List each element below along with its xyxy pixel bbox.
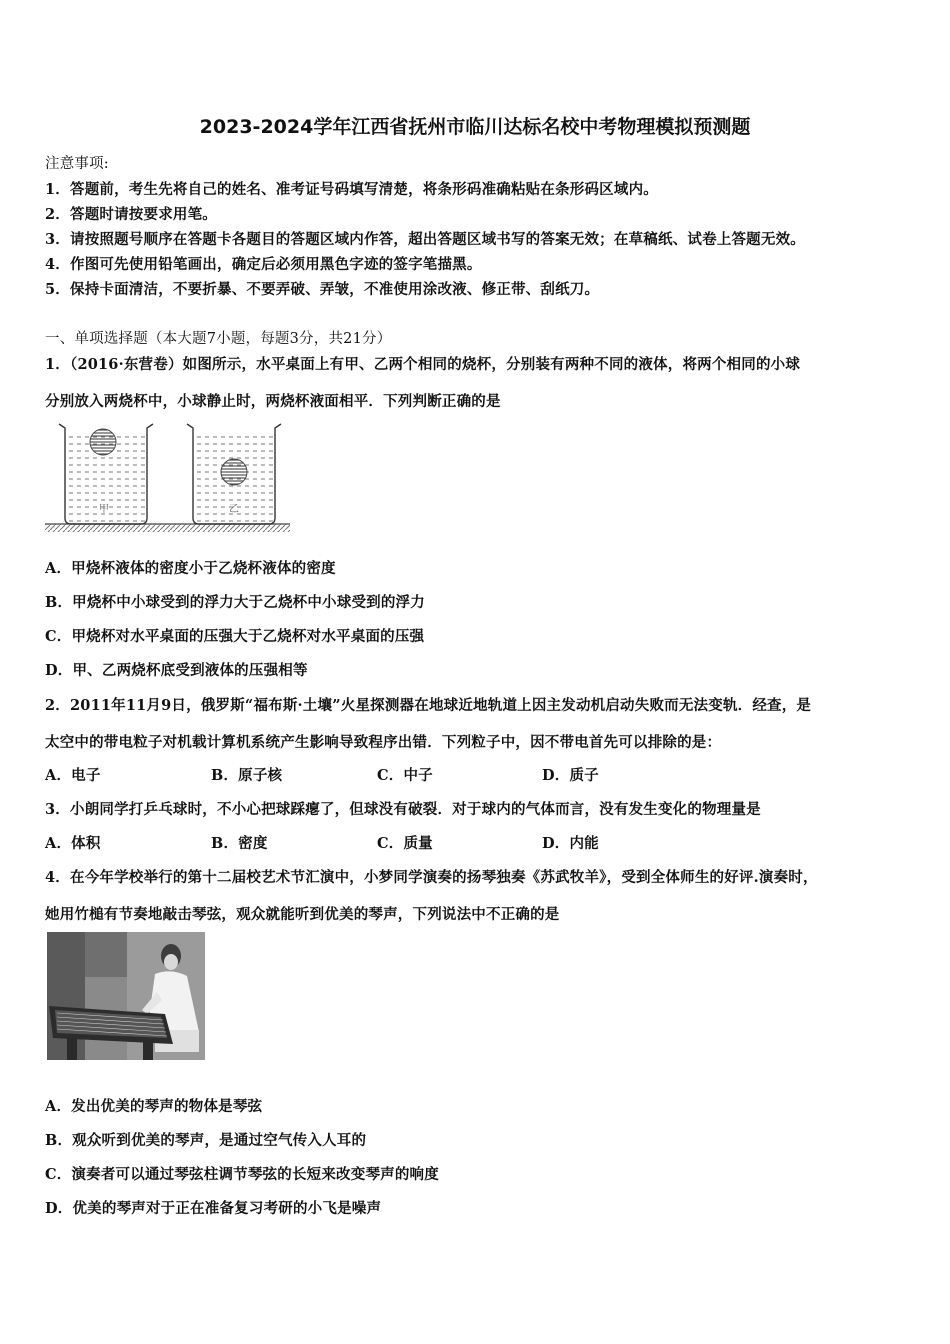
notice-item: 2．答题时请按要求用笔。 [45, 206, 217, 223]
q3-option-c: C．质量 [377, 835, 433, 852]
q4-dulcimer-photo [47, 932, 205, 1060]
q2-option-c: C．中子 [377, 767, 433, 784]
q1-beakers-figure [45, 420, 295, 535]
q3-option-d: D．内能 [542, 835, 599, 852]
q1-option-d: D．甲、乙两烧杯底受到液体的压强相等 [45, 662, 308, 679]
q3-option-a: A．体积 [45, 835, 101, 852]
q2-option-b: B．原子核 [211, 767, 283, 784]
q4-stem-line1: 4．在今年学校举行的第十二届校艺术节汇演中，小梦同学演奏的扬琴独奏《苏武牧羊》，受到全体师生的好评.演奏时， [45, 869, 818, 886]
beaker-a-label: 甲 [99, 504, 109, 515]
notice-item: 4．作图可先使用铅笔画出，确定后必须用黑色字迹的签字笔描黑。 [45, 256, 482, 273]
q2-stem-line1: 2．2011年11月9日，俄罗斯“福布斯·土壤”火星探测器在地球近地轨道上因主发动机启动失败而无法变轨．经查，是 [45, 697, 812, 714]
q2-option-d: D．质子 [542, 767, 599, 784]
q4-stem-line2: 她用竹槌有节奏地敲击琴弦，观众就能听到优美的琴声，下列说法中不正确的是 [45, 906, 560, 923]
q1-option-a: A．甲烧杯液体的密度小于乙烧杯液体的密度 [45, 560, 336, 577]
q4-option-d: D．优美的琴声对于正在准备复习考研的小飞是噪声 [45, 1200, 382, 1217]
section-heading: 一、单项选择题（本大题7小题，每题3分，共21分） [45, 331, 392, 347]
q3-option-b: B．密度 [211, 835, 268, 852]
notice-item: 3．请按照题号顺序在答题卡各题目的答题区域内作答，超出答题区域书写的答案无效；在草稿纸、试卷上答题无效。 [45, 231, 805, 248]
q4-option-b: B．观众听到优美的琴声，是通过空气传入人耳的 [45, 1132, 367, 1149]
q1-stem-line2: 分别放入两烧杯中，小球静止时，两烧杯液面相平．下列判断正确的是 [45, 393, 501, 410]
q1-stem-line1: 1．（2016·东营卷）如图所示，水平桌面上有甲、乙两个相同的烧杯，分别装有两种不同的液体，将两个相同的小球 [45, 356, 801, 373]
notice-item: 5．保持卡面清洁，不要折暴、不要弄破、弄皱，不准使用涂改液、修正带、刮纸刀。 [45, 281, 600, 298]
q1-option-c: C．甲烧杯对水平桌面的压强大于乙烧杯对水平桌面的压强 [45, 628, 425, 645]
notice-heading: 注意事项: [45, 156, 109, 172]
q1-option-b: B．甲烧杯中小球受到的浮力大于乙烧杯中小球受到的浮力 [45, 594, 425, 611]
q3-stem-line1: 3．小朗同学打乒乓球时，不小心把球踩瘪了，但球没有破裂．对于球内的气体而言，没有发生变化的物理量是 [45, 801, 761, 818]
beaker-b-label: 乙 [229, 504, 239, 515]
q2-option-a: A．电子 [45, 767, 101, 784]
q2-stem-line2: 太空中的带电粒子对机载计算机系统产生影响导致程序出错．下列粒子中，因不带电首先可以排除的是： [45, 734, 722, 751]
notice-item: 1．答题前，考生先将自己的姓名、准考证号码填写清楚，将条形码准确粘贴在条形码区域内。 [45, 181, 658, 198]
q4-option-c: C．演奏者可以通过琴弦柱调节琴弦的长短来改变琴声的响度 [45, 1166, 439, 1183]
page-title: 2023-2024学年江西省抚州市临川达标名校中考物理模拟预测题 [199, 116, 751, 138]
q4-option-a: A．发出优美的琴声的物体是琴弦 [45, 1098, 263, 1115]
